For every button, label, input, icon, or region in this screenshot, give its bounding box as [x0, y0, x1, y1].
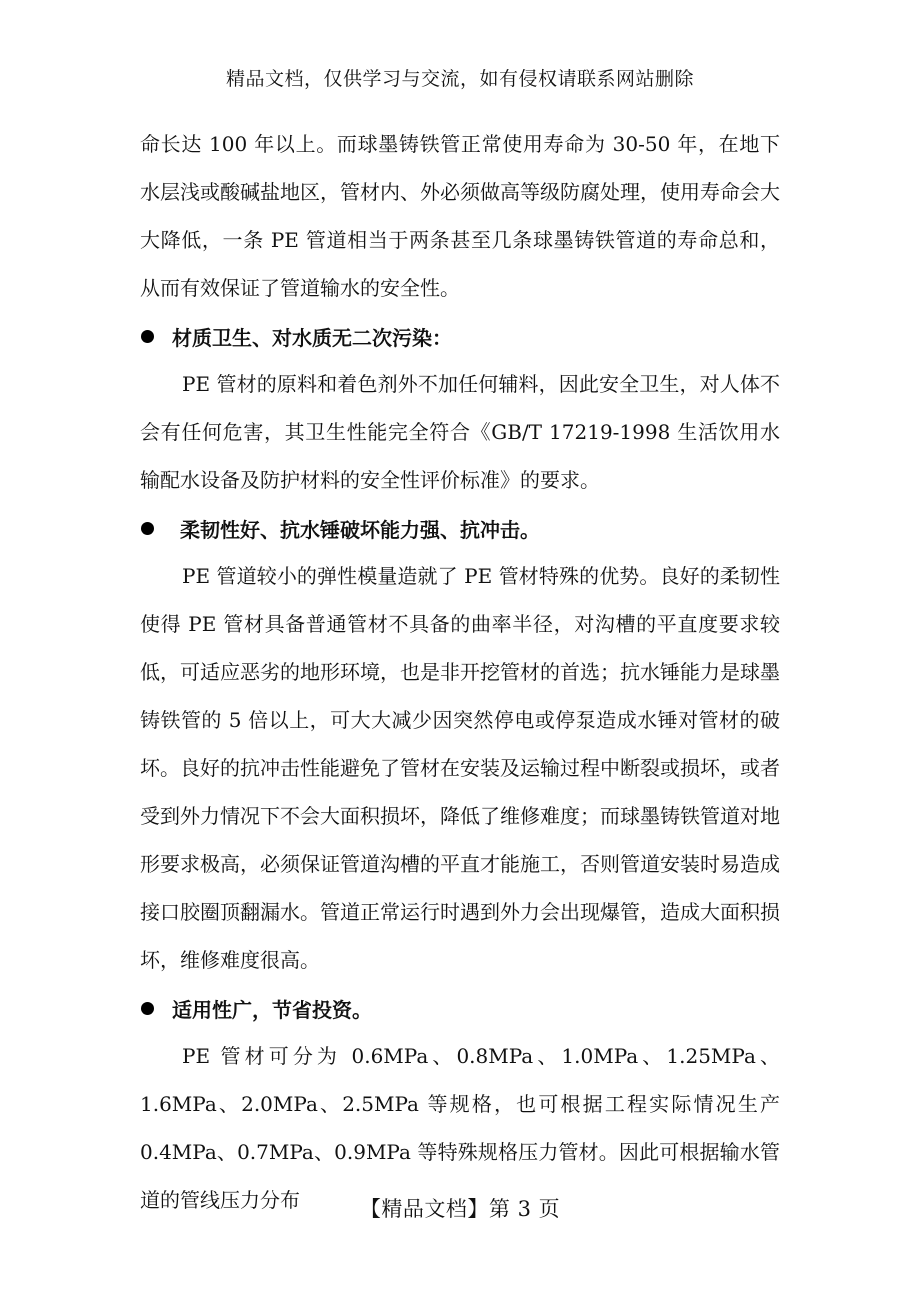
- flexibility-paragraph: PE 管道较小的弹性模量造就了 PE 管材特殊的优势。良好的柔韧性使得 PE 管材具备普通管材不具备的曲率半径，对沟槽的平直度要求较低，可适应恶劣的地形环境，也是非开挖管材的首选；抗水锤能力是球墨铸铁管的 5 倍以上，可大大减少因突然停电或停泵造成水锤对管材的破坏。良好的抗冲击性能避免了管材在安装及运输过程中断裂或损坏，或者受到外力情况下不会大面积损坏，降低了维修难度；而球墨铸铁管道对地形要求极高，必须保证管道沟槽的平直才能施工，否则管道安装时易造成接口胶圈顶翻漏水。管道正常运行时遇到外力会出现爆管，造成大面积损坏，维修难度很高。: [140, 564, 780, 972]
- bullet-icon: [141, 330, 154, 343]
- section-heading-flexibility: [140, 504, 780, 552]
- bullet-icon: [141, 1002, 154, 1015]
- intro-paragraph: 命长达 100 年以上。而球墨铸铁管正常使用寿命为 30-50 年，在地下水层浅或酸碱盐地区，管材内、外必须做高等级防腐处理，使用寿命会大大降低，一条 PE 管道相当于两条甚至几条球墨铸铁管道的寿命总和，从而有效保证了管道输水的安全性。: [140, 132, 780, 300]
- page-header: 精品文档，仅供学习与交流，如有侵权请联系网站删除: [225, 68, 694, 90]
- bullet-icon: [141, 522, 154, 535]
- hygiene-paragraph: PE 管材的原料和着色剂外不加任何辅料，因此安全卫生，对人体不会有任何危害，其卫生性能完全符合《GB/T 17219-1998 生活饮用水输配水设备及防护材料的安全性评价标准》的要求。: [140, 372, 780, 492]
- section-heading-text: 柔韧性好、抗水锤破坏能力强、抗冲击。: [180, 517, 540, 542]
- applicability-paragraph: PE 管材可分为 0.6MPa、0.8MPa、1.0MPa、1.25MPa、1.6MPa、2.0MPa、2.5MPa 等规格，也可根据工程实际情况生产 0.4MPa、0.7MPa、0.9MPa 等特殊规格压力管材。因此可根据输水管道的管线压力分布: [140, 1044, 780, 1212]
- document-body: [140, 120, 780, 1224]
- section-heading-hygiene: [140, 312, 780, 360]
- section-heading-text: 适用性广，节省投资。: [172, 997, 372, 1022]
- section-heading-applicability: [140, 984, 780, 1032]
- page-footer: 【精品文档】第 3 页: [359, 1197, 561, 1221]
- section-heading-text: 材质卫生、对水质无二次污染：: [172, 325, 452, 350]
